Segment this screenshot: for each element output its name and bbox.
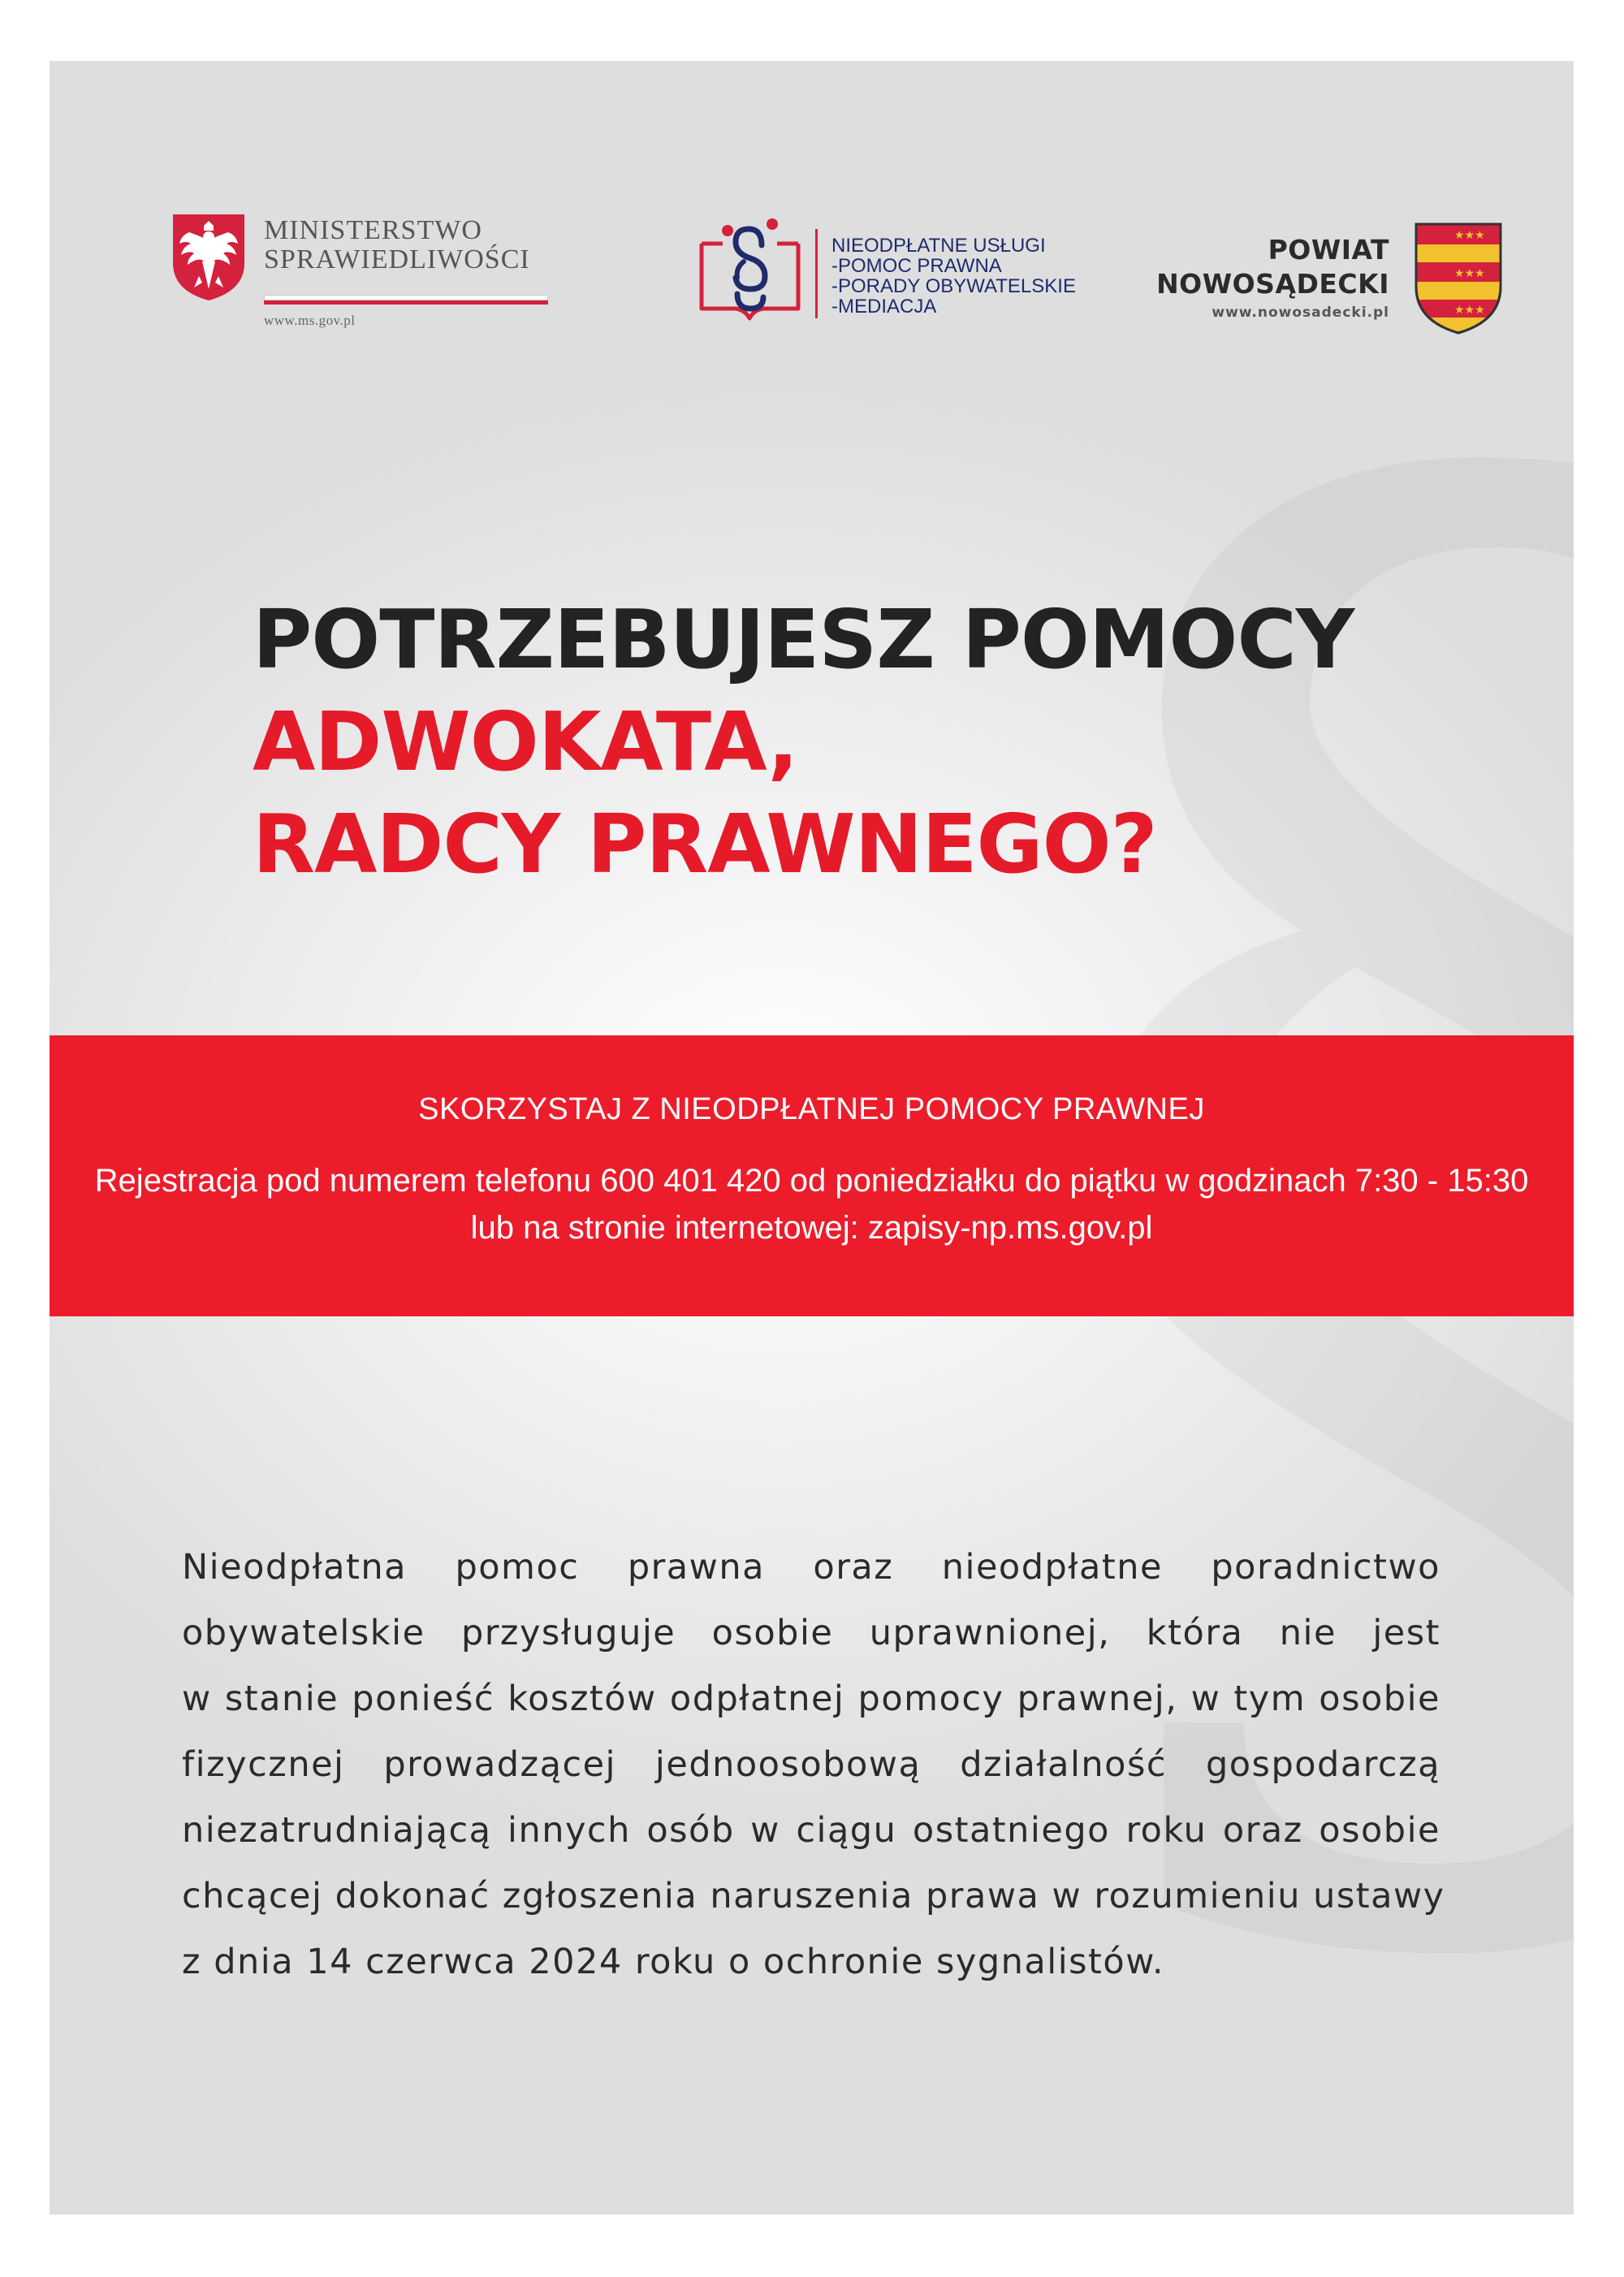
county-url: www.nowosadecki.pl [1212,305,1389,321]
paragraph-line: chcącej dokonać zgłoszenia naruszenia prawa w rozumieniu ustawy [182,1876,1445,1916]
paragraph-line: fizycznej prowadzącej jednoosobową działalność gospodarczą [182,1744,1440,1785]
band-title: SKORZYSTAJ Z NIEODPŁATNEJ POMOCY PRAWNEJ [418,1092,1205,1126]
headline-line2: ADWOKATA, [253,694,798,789]
svg-text:★★★: ★★★ [1454,229,1485,242]
free-services-line2: -POMOC PRAWNA [831,255,1002,277]
county-crest-icon [1414,222,1503,335]
ministry-name [264,216,530,274]
ministry-logo [170,171,624,341]
ministry-flag-stripe [264,295,548,303]
county-name-line1: POWIAT [1268,234,1389,266]
eligibility-paragraph [182,1535,1445,1995]
paragraph-line: niezatrudniającą innych osób w ciągu ostatniego roku oraz osobie [182,1810,1440,1851]
svg-text:★★★: ★★★ [1454,304,1485,317]
ministry-url: www.ms.gov.pl [264,313,356,328]
svg-text:★★★: ★★★ [1454,267,1485,280]
polish-eagle-emblem-icon [170,211,248,302]
county-name-line2: NOWOSĄDECKI [1156,268,1389,300]
registration-band [50,1035,1574,1316]
free-legal-services-logo [695,211,1150,341]
headline [253,589,1552,896]
paragraph-line: z dnia 14 czerwca 2024 roku o ochronie sygnalistów. [182,1942,1165,1982]
county-logo [1156,222,1503,343]
headline-line3: RADCY PRAWNEGO? [253,797,1157,892]
registration-phone-info: Rejestracja pod numerem telefonu 600 401 420 od poniedziałku do piątku w godzinach 7:30 - 15:30 [94,1163,1529,1199]
free-services-line1: NIEODPŁATNE USŁUGI [831,235,1046,257]
poster [50,61,1574,2214]
county-name [1156,233,1389,321]
paragraph-line: Nieodpłatna pomoc prawna oraz nieodpłatne poradnictwo [182,1547,1440,1588]
paragraph-line: obywatelskie przysługuje osobie uprawnionej, która nie jest [182,1613,1440,1653]
registration-website-info: lub na stronie internetowej: zapisy-np.ms.gov.pl [470,1210,1153,1246]
paragraph-book-icon [695,211,805,329]
free-services-line4: -MEDIACJA [831,296,937,318]
ministry-name-line2: SPRAWIEDLIWOŚCI [264,244,530,274]
paragraph-line: w stanie ponieść kosztów odpłatnej pomocy prawnej, w tym osobie [182,1679,1440,1719]
free-legal-services-text [831,235,1076,317]
headline-line1: POTRZEBUJESZ POMOCY [253,592,1354,687]
ministry-name-line1: MINISTERSTWO [264,215,482,245]
logo-separator [815,229,818,318]
free-services-line3: -PORADY OBYWATELSKIE [831,275,1076,297]
